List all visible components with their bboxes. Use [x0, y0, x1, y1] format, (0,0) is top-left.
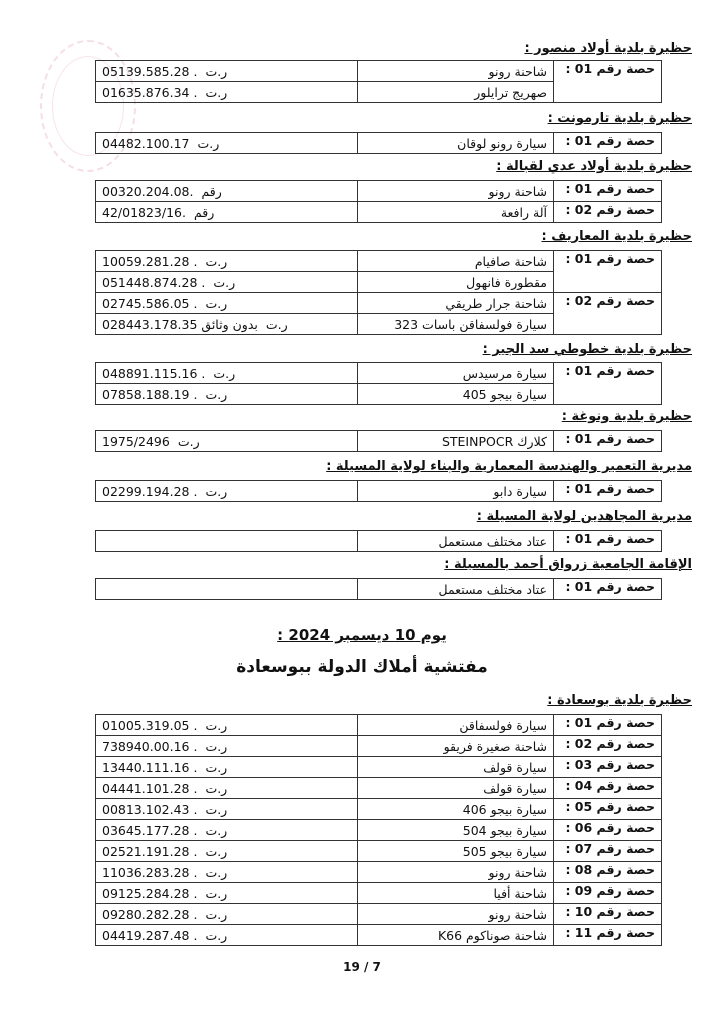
registration-prefix: ر.ت	[205, 822, 228, 838]
table-row	[96, 925, 662, 946]
registration-prefix: ر.ت	[205, 927, 228, 943]
lot-number: حصة رقم 05 :	[554, 799, 662, 820]
lot-number: حصة رقم 01 :	[554, 133, 662, 154]
registration-number: 738940.00.16 .	[102, 738, 198, 754]
registration-number: 00320.204.08.	[102, 183, 194, 199]
registration-cell	[96, 133, 358, 154]
registration-cell	[96, 431, 358, 452]
lot-number: حصة رقم 04 :	[554, 778, 662, 799]
registration-prefix: ر.ت	[205, 84, 228, 100]
auction-date-title: يوم 10 ديسمبر 2024 :	[277, 626, 447, 644]
registration-number: 04419.287.48 .	[102, 927, 198, 943]
registration-number: 02745.586.05 .	[102, 295, 198, 311]
registration-prefix: ر.ت	[205, 759, 228, 775]
item-description: سيارة دابو	[358, 481, 554, 502]
registration-prefix: رقم	[201, 183, 222, 199]
section-heading-ouanougha: حظيرة بلدية ونوغة :	[561, 409, 692, 424]
registration-cell	[96, 904, 358, 925]
registration-number: 05139.585.28 .	[102, 63, 198, 79]
registration-cell	[96, 251, 358, 272]
item-description: سيارة فولسفاقن	[358, 715, 554, 736]
registration-number: 11036.283.28 .	[102, 864, 198, 880]
registration-cell	[96, 202, 358, 223]
registration-cell	[96, 841, 358, 862]
item-description: شاحنة رونو	[358, 61, 554, 82]
item-description: شاحنة رونو	[358, 904, 554, 925]
item-description: سيارة بيجو 504	[358, 820, 554, 841]
table-row	[96, 820, 662, 841]
lot-number: حصة رقم 07 :	[554, 841, 662, 862]
registration-prefix: ر.ت	[205, 801, 228, 817]
table-row	[96, 778, 662, 799]
lots-table-khettouti-sed-eldjir	[95, 362, 662, 405]
registration-number: 01635.876.34 .	[102, 84, 198, 100]
lot-number: حصة رقم 08 :	[554, 862, 662, 883]
office-title: مفتشية أملاك الدولة ببوسعادة	[236, 657, 488, 677]
registration-cell	[96, 293, 358, 314]
registration-number: 04482.100.17	[102, 135, 190, 151]
registration-prefix: ر.ت	[205, 253, 228, 269]
lots-table-urbanism-directorate	[95, 480, 662, 502]
table-row	[96, 736, 662, 757]
table-row	[96, 202, 662, 223]
lots-table-university-residence	[95, 578, 662, 600]
table-row	[96, 904, 662, 925]
registration-prefix: ر.ت	[205, 63, 228, 79]
registration-prefix: ر.ت	[205, 843, 228, 859]
registration-number: 10059.281.28 .	[102, 253, 198, 269]
section-heading-khettouti-sed-eldjir: حظيرة بلدية خطوطي سد الجير :	[482, 342, 692, 357]
table-row	[96, 181, 662, 202]
item-description: صهريج ترايلور	[358, 82, 554, 103]
item-description: سيارة بيجو 406	[358, 799, 554, 820]
registration-prefix: ر.ت	[205, 483, 228, 499]
table-row	[96, 251, 662, 272]
lot-number: حصة رقم 02 :	[554, 202, 662, 223]
registration-prefix: ر.ت	[205, 738, 228, 754]
registration-cell	[96, 481, 358, 502]
registration-prefix: رقم	[193, 204, 215, 220]
lot-number: حصة رقم 11 :	[554, 925, 662, 946]
item-description: مقطورة فانهول	[358, 272, 554, 293]
registration-number: 03645.177.28 .	[102, 822, 198, 838]
item-description: شاحنة صافيام	[358, 251, 554, 272]
lot-number: حصة رقم 01 :	[554, 431, 662, 452]
registration-cell	[96, 757, 358, 778]
item-description: سيارة فولسفاقن باسات 323	[358, 314, 554, 335]
item-description: سيارة قولف	[358, 778, 554, 799]
lot-number: حصة رقم 01 :	[554, 715, 662, 736]
item-description: سيارة رونو لوقان	[358, 133, 554, 154]
lot-number: حصة رقم 10 :	[554, 904, 662, 925]
registration-prefix: ر.ت	[205, 864, 228, 880]
table-row	[96, 862, 662, 883]
lot-number: حصة رقم 01 :	[554, 61, 662, 103]
item-description: سيارة قولف	[358, 757, 554, 778]
table-row	[96, 531, 662, 552]
lots-table-ouled-addi-lgueballa	[95, 180, 662, 223]
lot-number: حصة رقم 01 :	[554, 181, 662, 202]
registration-prefix: ر.ت	[205, 780, 228, 796]
item-description: سيارة مرسيدس	[358, 363, 554, 384]
lot-number: حصة رقم 02 :	[554, 293, 662, 335]
lots-table-ouled-mansour	[95, 60, 662, 103]
registration-prefix: ر.ت	[205, 717, 228, 733]
item-description: شاحنة صوناكوم K66	[358, 925, 554, 946]
lots-table-maarif	[95, 250, 662, 335]
registration-number: 13440.111.16 .	[102, 759, 198, 775]
item-description: عتاد مختلف مستعمل	[358, 579, 554, 600]
registration-prefix: ر.ت	[213, 365, 236, 381]
section-heading-tarmount: حظيرة بلدية تارمونت :	[547, 111, 692, 126]
registration-number: 07858.188.19 .	[102, 386, 198, 402]
registration-prefix: ر.ت	[197, 135, 220, 151]
registration-cell	[96, 736, 358, 757]
registration-number: 051448.874.28 .	[102, 274, 206, 290]
table-row	[96, 883, 662, 904]
registration-cell	[96, 715, 358, 736]
registration-number: 04441.101.28 .	[102, 780, 198, 796]
section-heading-ouled-addi-lgueballa: حظيرة بلدية أولاد عدي لقبالة :	[496, 159, 692, 174]
table-row	[96, 799, 662, 820]
registration-number: 048891.115.16 .	[102, 365, 206, 381]
registration-cell	[96, 384, 358, 405]
registration-cell	[96, 82, 358, 103]
registration-number: 02299.194.28 .	[102, 483, 198, 499]
section-heading-bou-saada: حظيرة بلدية بوسعادة :	[547, 693, 692, 708]
item-description: سيارة بيجو 505	[358, 841, 554, 862]
registration-cell	[96, 862, 358, 883]
lots-table-ouanougha	[95, 430, 662, 452]
lots-table-tarmount	[95, 132, 662, 154]
lot-number: حصة رقم 01 :	[554, 363, 662, 405]
section-heading-maarif: حظيرة بلدية المعاريف :	[541, 229, 692, 244]
registration-prefix: ر.ت	[205, 906, 228, 922]
registration-prefix: ر.ت	[205, 885, 228, 901]
registration-cell	[96, 531, 358, 552]
table-row	[96, 363, 662, 384]
table-row	[96, 431, 662, 452]
registration-number: 02521.191.28 .	[102, 843, 198, 859]
registration-cell	[96, 363, 358, 384]
table-row	[96, 579, 662, 600]
table-row	[96, 61, 662, 82]
table-row	[96, 133, 662, 154]
item-description: كلارك STEINPOCR	[358, 431, 554, 452]
page-number: 19 / 7	[343, 960, 381, 974]
registration-cell	[96, 579, 358, 600]
registration-prefix: ر.ت	[213, 274, 236, 290]
registration-number: 42/01823/16.	[102, 204, 186, 220]
table-row	[96, 841, 662, 862]
table-row	[96, 757, 662, 778]
table-row	[96, 481, 662, 502]
lots-table-bou-saada	[95, 714, 662, 946]
registration-prefix: ر.ت	[205, 386, 228, 402]
registration-number: 09280.282.28 .	[102, 906, 198, 922]
lot-number: حصة رقم 03 :	[554, 757, 662, 778]
item-description: شاحنة أفيا	[358, 883, 554, 904]
lot-number: حصة رقم 09 :	[554, 883, 662, 904]
section-heading-urbanism-directorate: مديرية التعمير والهندسة المعمارية والبناء لولاية المسيلة :	[326, 459, 692, 474]
item-description: شاحنة جرار طريقي	[358, 293, 554, 314]
lot-number: حصة رقم 01 :	[554, 251, 662, 293]
registration-number: 09125.284.28 .	[102, 885, 198, 901]
registration-number: 028443.178.35 بدون وثائق	[102, 316, 258, 332]
section-heading-ouled-mansour: حظيرة بلدية أولاد منصور :	[524, 41, 692, 56]
registration-number: 00813.102.43 .	[102, 801, 198, 817]
lot-number: حصة رقم 01 :	[554, 481, 662, 502]
lot-number: حصة رقم 01 :	[554, 579, 662, 600]
registration-number: 1975/2496	[102, 433, 170, 449]
registration-cell	[96, 799, 358, 820]
registration-cell	[96, 181, 358, 202]
registration-cell	[96, 61, 358, 82]
registration-cell	[96, 778, 358, 799]
table-row	[96, 715, 662, 736]
section-heading-university-residence: الإقامة الجامعية زرواق أحمد بالمسيلة :	[444, 557, 692, 572]
lot-number: حصة رقم 02 :	[554, 736, 662, 757]
registration-prefix: ر.ت	[177, 433, 200, 449]
item-description: آلة رافعة	[358, 202, 554, 223]
registration-cell	[96, 883, 358, 904]
item-description: سيارة بيجو 405	[358, 384, 554, 405]
table-row	[96, 293, 662, 314]
registration-prefix: ر.ت	[205, 295, 228, 311]
item-description: عتاد مختلف مستعمل	[358, 531, 554, 552]
item-description: شاحنة رونو	[358, 862, 554, 883]
registration-prefix: ر.ت	[265, 316, 288, 332]
registration-cell	[96, 272, 358, 293]
section-heading-moudjahidine-directorate: مديرية المجاهدين لولاية المسيلة :	[476, 509, 692, 524]
item-description: شاحنة صغيرة فريقو	[358, 736, 554, 757]
registration-cell	[96, 820, 358, 841]
lot-number: حصة رقم 06 :	[554, 820, 662, 841]
lot-number: حصة رقم 01 :	[554, 531, 662, 552]
lots-table-moudjahidine-directorate	[95, 530, 662, 552]
item-description: شاحنة رونو	[358, 181, 554, 202]
registration-number: 01005.319.05 .	[102, 717, 198, 733]
registration-cell	[96, 925, 358, 946]
registration-cell	[96, 314, 358, 335]
